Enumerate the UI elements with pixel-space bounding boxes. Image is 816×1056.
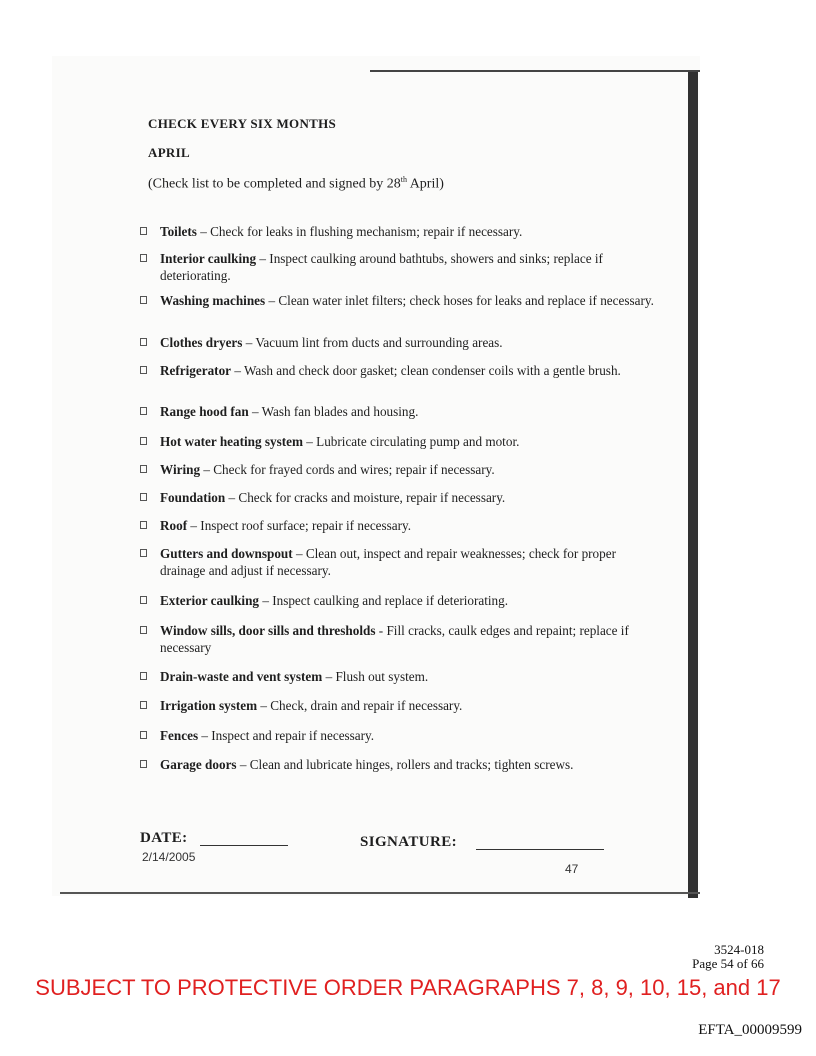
note-suffix: April) (406, 176, 444, 192)
item-text: – Check, drain and repair if necessary. (257, 698, 463, 713)
checklist-item (140, 223, 660, 240)
item-title: Refrigerator (160, 363, 232, 378)
checkbox-icon[interactable] (140, 338, 147, 346)
checklist-item (140, 517, 660, 534)
checkbox-icon[interactable] (140, 672, 147, 680)
checkbox-icon[interactable] (140, 493, 147, 501)
checklist-item (140, 668, 660, 685)
checkbox-icon[interactable] (140, 549, 147, 557)
item-text: – Inspect and repair if necessary. (198, 728, 375, 743)
checklist-item (140, 545, 660, 579)
item-text: - Fill cracks, caulk edges and repaint; replace if necessary (160, 623, 629, 655)
item-text: – Vacuum lint from ducts and surrounding areas. (242, 335, 503, 350)
item-text: – Inspect caulking around bathtubs, showers and sinks; replace if deteriorating. (160, 251, 603, 283)
print-date: 2/14/2005 (142, 850, 196, 864)
checklist-item (140, 727, 660, 744)
item-text: – Inspect caulking and replace if deteriorating. (259, 593, 509, 608)
item-title: Washing machines (160, 293, 266, 308)
checklist-item (140, 433, 660, 450)
note-prefix: (Check list to be completed and signed by 28 (148, 176, 401, 192)
protective-order-notice: SUBJECT TO PROTECTIVE ORDER PARAGRAPHS 7, 8, 9, 10, 15, and 17 (35, 975, 781, 1000)
checkbox-icon[interactable] (140, 731, 147, 739)
item-title: Hot water heating system (160, 434, 303, 449)
item-text: – Clean water inlet filters; check hoses for leaks and replace if necessary. (265, 293, 654, 308)
item-title: Exterior caulking (160, 593, 260, 608)
page-count: Page 54 of 66 (692, 956, 764, 971)
checklist-item (140, 292, 660, 309)
item-text: – Flush out system. (322, 669, 429, 684)
checkbox-icon[interactable] (140, 366, 147, 374)
date-field[interactable] (200, 845, 288, 846)
checkbox-icon[interactable] (140, 227, 147, 235)
scan-right-edge (688, 72, 698, 898)
item-text: – Clean out, inspect and repair weaknesses; check for proper drainage and adjust if necessary. (160, 546, 616, 578)
month-heading: APRIL (148, 145, 190, 160)
item-title: Gutters and downspout (160, 546, 293, 561)
item-text: – Lubricate circulating pump and motor. (302, 434, 520, 449)
item-text: – Clean and lubricate hinges, rollers and tracks; tighten screws. (236, 757, 574, 772)
item-text: – Wash fan blades and housing. (248, 404, 419, 419)
signature-field[interactable] (476, 849, 604, 850)
item-title: Window sills, door sills and thresholds (160, 623, 376, 638)
item-text: – Check for cracks and moisture, repair if necessary. (225, 490, 506, 505)
note-superscript: th (400, 175, 407, 184)
checklist-item (140, 697, 660, 714)
item-title: Range hood fan (160, 404, 249, 419)
checkbox-icon[interactable] (140, 626, 147, 634)
checklist-item (140, 403, 660, 420)
checkbox-icon[interactable] (140, 760, 147, 768)
checklist-item (140, 489, 660, 506)
item-title: Wiring (160, 462, 201, 477)
section-heading: CHECK EVERY SIX MONTHS (148, 116, 337, 131)
item-title: Drain-waste and vent system (160, 669, 323, 684)
checkbox-icon[interactable] (140, 465, 147, 473)
checkbox-icon[interactable] (140, 254, 147, 262)
checklist-item (140, 592, 660, 609)
item-title: Fences (160, 728, 199, 743)
checklist-item (140, 362, 660, 379)
item-title: Interior caulking (160, 251, 257, 266)
date-label: DATE: (140, 830, 188, 846)
checkbox-icon[interactable] (140, 437, 147, 445)
scan-bottom-edge (60, 892, 700, 894)
checkbox-icon[interactable] (140, 407, 147, 415)
bates-number: EFTA_00009599 (698, 1022, 802, 1038)
checkbox-icon[interactable] (140, 296, 147, 304)
checkbox-icon[interactable] (140, 521, 147, 529)
item-text: – Check for leaks in flushing mechanism; repair if necessary. (196, 224, 523, 239)
item-text: – Wash and check door gasket; clean condenser coils with a gentle brush. (231, 363, 621, 378)
item-text: – Inspect roof surface; repair if necessary. (187, 518, 412, 533)
checklist-item (140, 461, 660, 478)
item-text: – Check for frayed cords and wires; repair if necessary. (200, 462, 495, 477)
case-number: 3524-018 (714, 942, 764, 957)
item-title: Garage doors (160, 757, 237, 772)
checklist-item (140, 622, 660, 656)
item-title: Roof (160, 518, 188, 533)
completion-note (148, 175, 444, 193)
page-number: 47 (565, 862, 579, 876)
checklist-item (140, 334, 660, 351)
checkbox-icon[interactable] (140, 596, 147, 604)
item-title: Toilets (160, 224, 197, 239)
checkbox-icon[interactable] (140, 701, 147, 709)
checklist-item (140, 250, 660, 284)
item-title: Foundation (160, 490, 226, 505)
item-title: Irrigation system (160, 698, 258, 713)
item-title: Clothes dryers (160, 335, 243, 350)
signature-label: SIGNATURE: (360, 834, 458, 850)
scan-top-edge (370, 70, 700, 72)
checklist-item (140, 756, 660, 773)
